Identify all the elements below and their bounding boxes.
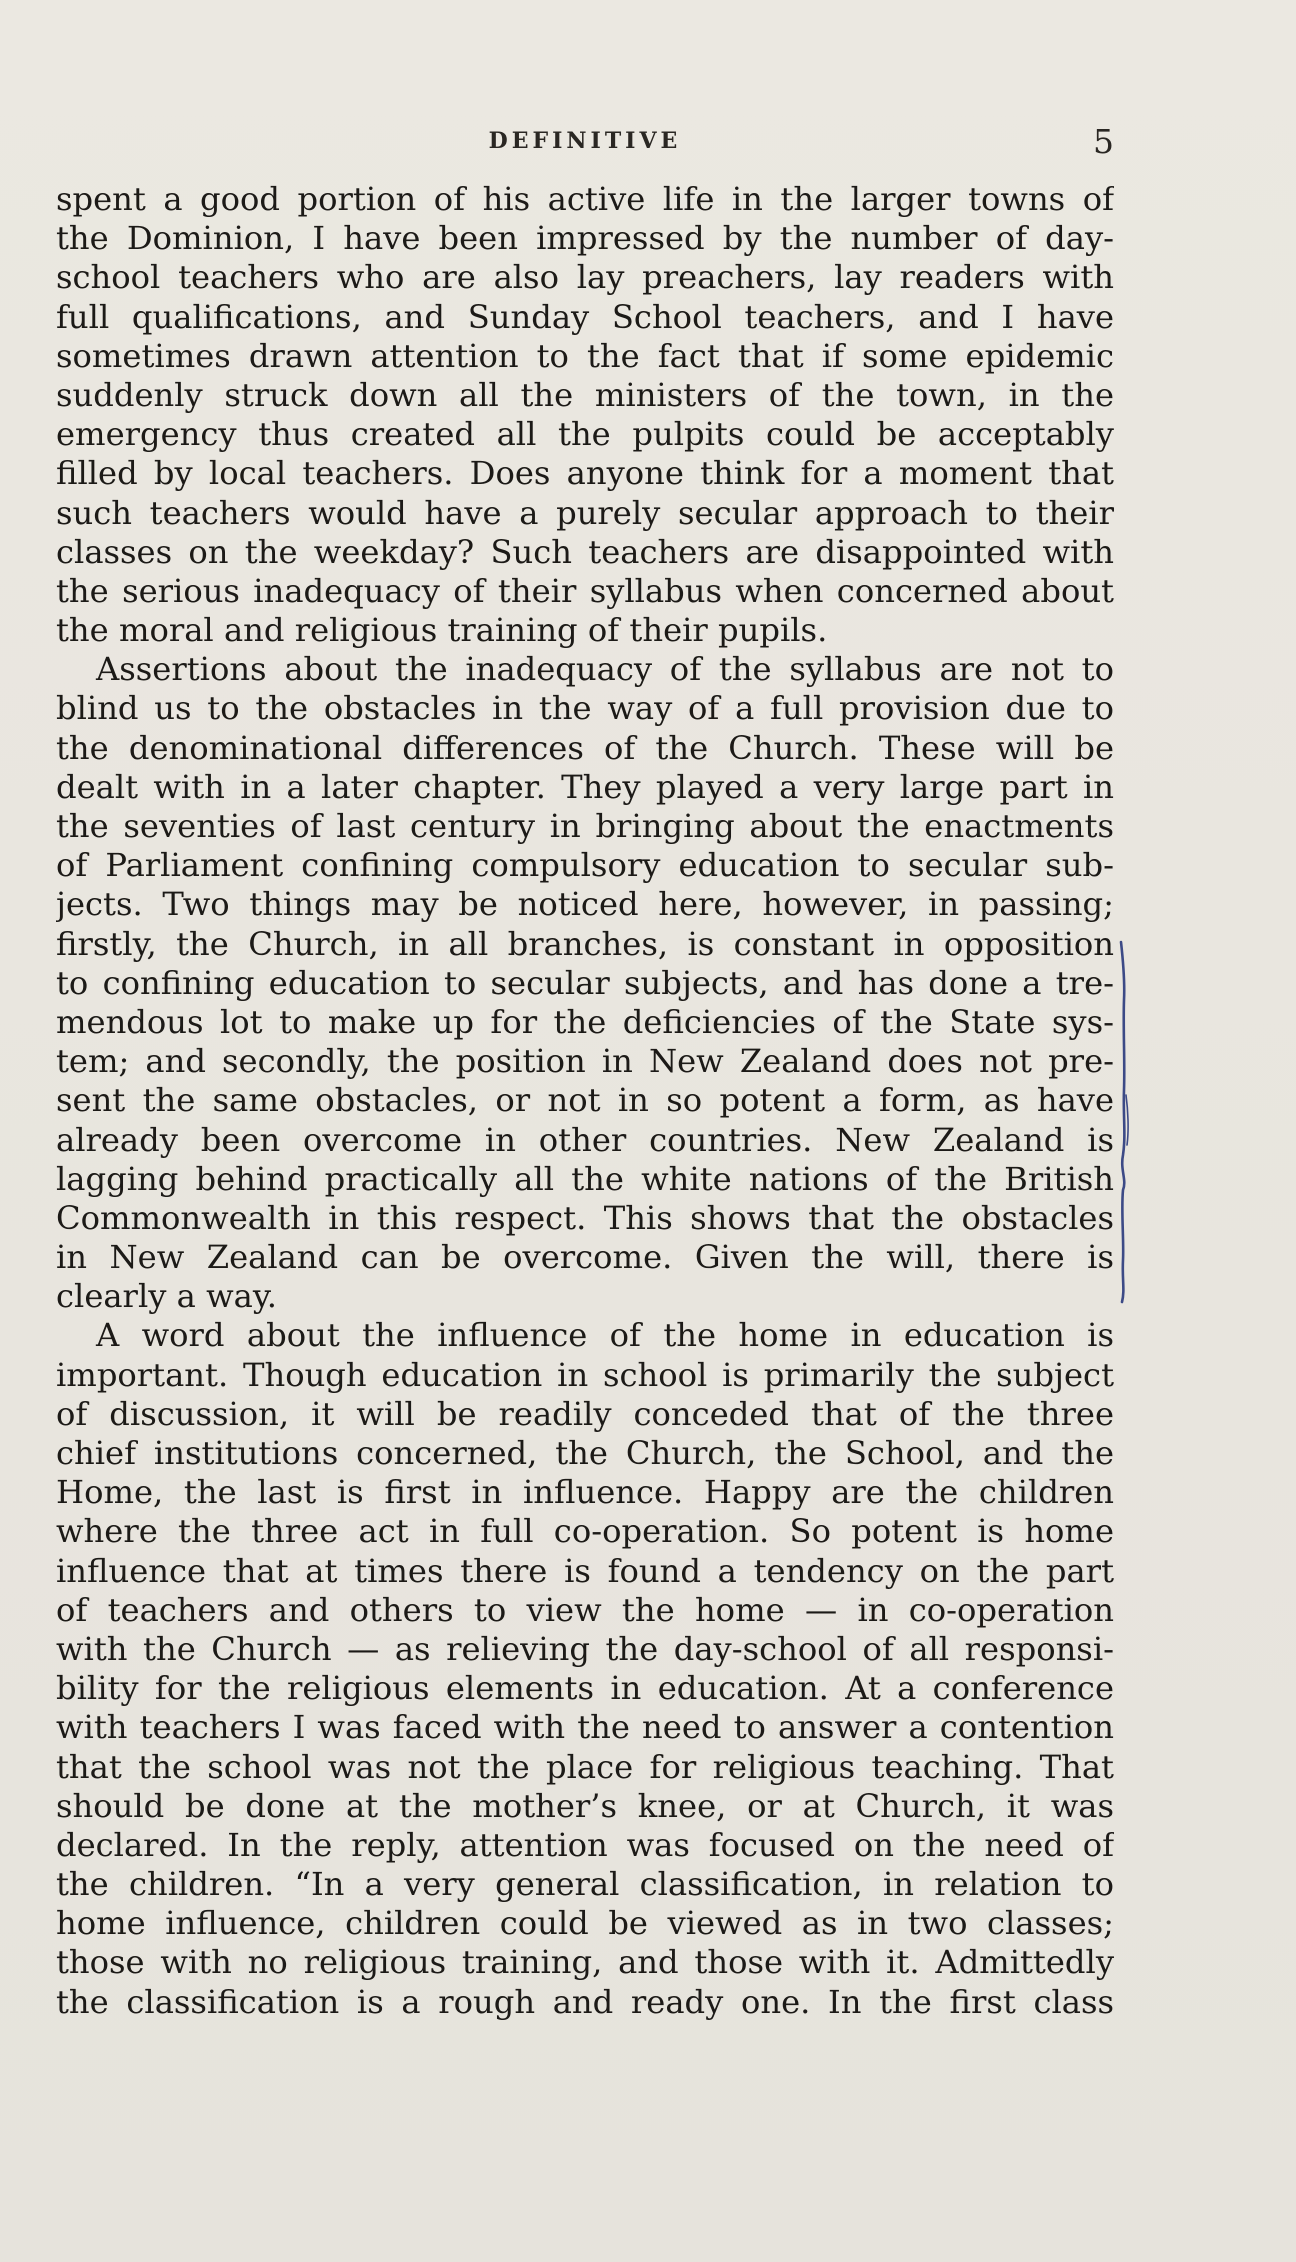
text-line: tem; and secondly, the position in New Zealand does not pre- — [56, 1042, 1114, 1081]
text-line: with teachers I was faced with the need to answer a contention — [56, 1708, 1114, 1747]
text-line: bility for the religious elements in education. At a conference — [56, 1669, 1114, 1708]
margin-pen-mark — [1117, 940, 1131, 1305]
text-line: sometimes drawn attention to the fact that if some epidemic — [56, 336, 1114, 375]
body-text — [56, 180, 1114, 2022]
text-line: lagging behind practically all the white nations of the British — [56, 1159, 1114, 1198]
text-line: Home, the last is first in influence. Happy are the children — [56, 1473, 1114, 1512]
page-number: 5 — [1093, 122, 1114, 161]
text-line: the moral and religious training of their pupils. — [56, 611, 828, 650]
running-title: DEFINITIVE — [488, 128, 682, 154]
text-line: in New Zealand can be overcome. Given the will, there is — [56, 1238, 1114, 1277]
text-line: the seventies of last century in bringing about the enactments — [56, 807, 1114, 845]
text-line: mendous lot to make up for the deficiencies of the State sys- — [56, 1002, 1114, 1041]
text-line: home influence, children could be viewed as in two classes; — [56, 1904, 1114, 1943]
text-line: to confining education to secular subjects, and has done a tre- — [56, 963, 1114, 1002]
text-line: such teachers would have a purely secular approach to their — [56, 493, 1114, 532]
text-line: suddenly struck down all the ministers of the town, in the — [56, 375, 1114, 414]
text-line: already been overcome in other countries. New Zealand is — [56, 1120, 1114, 1159]
text-line: of teachers and others to view the home — in co-operation — [56, 1590, 1114, 1629]
text-line: school teachers who are also lay preachers, lay readers with — [56, 258, 1114, 297]
text-line: of discussion, it will be readily conceded that of the three — [56, 1394, 1114, 1433]
text-line: blind us to the obstacles in the way of a full provision due to — [56, 689, 1114, 728]
text-line: emergency thus created all the pulpits could be acceptably — [56, 415, 1114, 454]
text-line: full qualifications, and Sunday School teachers, and I have — [56, 297, 1114, 336]
text-line: should be done at the mother’s knee, or at Church, it was — [56, 1786, 1114, 1825]
text-line: the classification is a rough and ready one. In the first class — [56, 1982, 1114, 2021]
text-line: the serious inadequacy of their syllabus when concerned about — [56, 571, 1114, 610]
text-line: important. Though education in school is primarily the subject — [56, 1355, 1114, 1394]
text-line: influence that at times there is found a tendency on the part — [56, 1551, 1114, 1590]
text-line: filled by local teachers. Does anyone think for a moment that — [56, 454, 1114, 493]
text-line: declared. In the reply, attention was focused on the need of — [56, 1825, 1114, 1864]
text-line: clearly a way. — [56, 1277, 277, 1316]
text-line: firstly, the Church, in all branches, is constant in opposition — [56, 924, 1114, 963]
text-line: the children. “In a very general classification, in relation to — [56, 1865, 1114, 1904]
text-line: where the three act in full co-operation. So potent is home — [56, 1512, 1114, 1551]
text-line: with the Church — as relieving the day-school of all responsi- — [56, 1629, 1114, 1668]
text-line: chief institutions concerned, the Church, the School, and the — [56, 1434, 1114, 1472]
paragraph-first-line: Assertions about the inadequacy of the syllabus are not to — [96, 650, 1114, 689]
margin-pen-stroke — [1121, 942, 1124, 1302]
text-line: classes on the weekday? Such teachers are disappointed with — [56, 532, 1114, 571]
text-line: that the school was not the place for religious teaching. That — [56, 1747, 1114, 1786]
paragraph-first-line: A word about the influence of the home in education is — [96, 1316, 1114, 1355]
margin-pen-stroke — [1126, 1095, 1128, 1145]
text-line: dealt with in a later chapter. They played a very large part in — [56, 767, 1114, 806]
text-line: jects. Two things may be noticed here, however, in passing; — [56, 885, 1114, 924]
text-line: spent a good portion of his active life in the larger towns of — [56, 180, 1114, 218]
text-line: of Parliament confining compulsory education to secular sub- — [56, 846, 1114, 885]
text-line: sent the same obstacles, or not in so potent a form, as have — [56, 1081, 1114, 1120]
text-line: the Dominion, I have been impressed by the number of day- — [56, 219, 1114, 258]
text-line: the denominational differences of the Church. These will be — [56, 728, 1114, 767]
running-head — [56, 122, 1114, 170]
text-line: Commonwealth in this respect. This shows that the obstacles — [56, 1198, 1114, 1237]
text-line: those with no religious training, and those with it. Admittedly — [56, 1943, 1114, 1982]
